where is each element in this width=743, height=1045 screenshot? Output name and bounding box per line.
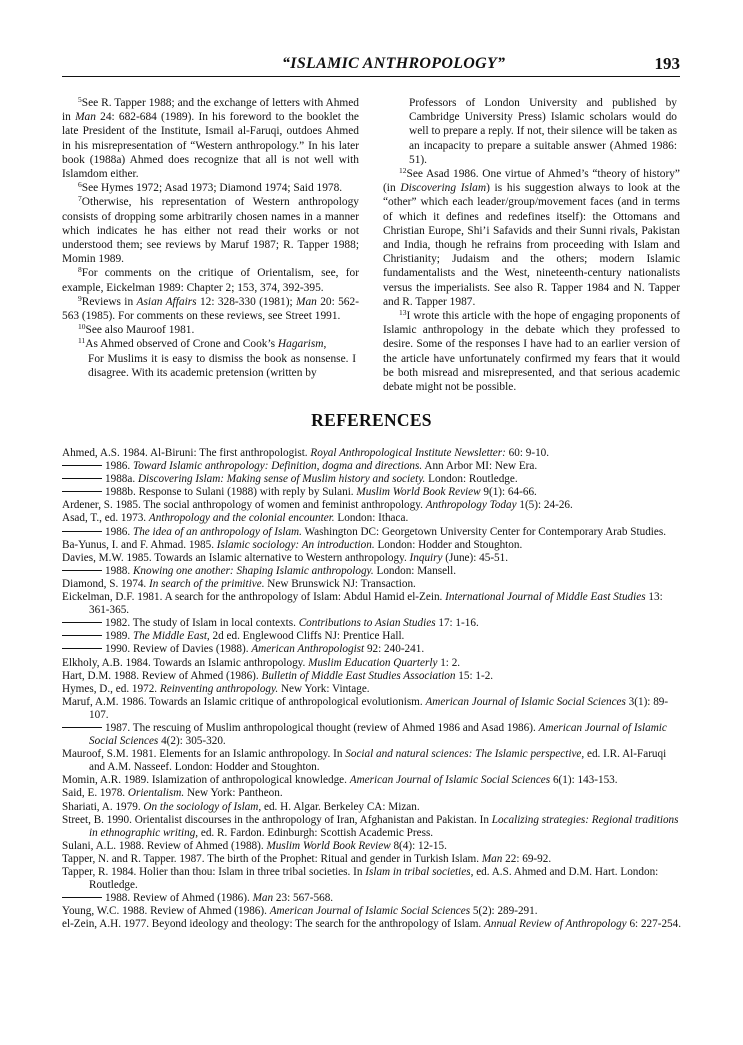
italic-title: The idea of an anthropology of Islam. <box>132 525 302 538</box>
reference-entry: Momin, A.R. 1989. Islamization of anthropological knowledge. American Journal of Islamic Social Sciences 6(1): 143-153. <box>62 774 618 787</box>
reference-entry: 1989. The Middle East, 2d ed. Englewood Cliffs NJ: Prentice Hall. <box>62 630 682 643</box>
reference-entry: 1987. The rescuing of Muslim anthropological thought (review of Ahmed 1986 and Asad 1986). American Journal of Islamic Social Sciences 4(2): 305-320. <box>62 722 682 748</box>
footnote: $^6$See Hymes 1972; Asad 1973; Diamond 1974; Said 1978. <box>78 180 343 195</box>
ditto-dash <box>62 491 102 492</box>
italic-title: Annual Review of Anthropology <box>484 918 627 931</box>
italic-title: Royal Anthropological Institute Newsletter: <box>310 447 506 459</box>
ditto-dash <box>62 635 102 636</box>
reference-entry: 1990. Review of Davies (1988). American Anthropologist 92: 240-241. <box>62 643 682 656</box>
italic-title: Social and natural sciences: The Islamic perspective, <box>345 748 585 761</box>
italic-title: Toward Islamic anthropology: Definition, dogma and directions. <box>132 460 423 473</box>
reference-entry: Diamond, S. 1974. In search of the primitive. New Brunswick NJ: Transaction. <box>62 577 416 590</box>
reference-entry: Tapper, N. and R. Tapper. 1987. The birth of the Prophet: Ritual and gender in Turkish Islam. Man 22: 69-92. <box>62 852 552 865</box>
reference-entry: Ba-Yunus, I. and F. Ahmad. 1985. Islamic sociology: An introduction. London: Hodder and Stoughton. <box>62 538 523 551</box>
italic-title: Anthropology Today <box>425 499 517 512</box>
notes-column-right <box>383 96 680 394</box>
reference-entry: 1988. Review of Ahmed (1986). Man 23: 567-568. <box>62 892 682 905</box>
footnote-number: 6 <box>78 180 82 190</box>
reference-entry: Davies, M.W. 1985. Towards an Islamic alternative to Western anthropology. Inquiry (June): 45-51. <box>62 551 509 564</box>
ditto-dash <box>62 727 102 728</box>
italic-title: Islamic sociology: An introduction. <box>216 538 375 551</box>
reference-entry: 1982. The study of Islam in local contexts. Contributions to Asian Studies 17: 1-16. <box>62 617 682 630</box>
italic-title: Inquiry <box>409 551 443 564</box>
italic-title: Reinventing anthropology. <box>159 682 279 695</box>
italic-title: Discovering Islam <box>400 182 487 195</box>
footnote-number: 5 <box>78 95 82 104</box>
references-heading: REFERENCES <box>311 410 432 430</box>
italic-title: Muslim World Book Review <box>356 486 481 499</box>
italic-title: American Journal of Islamic Social Sciences <box>89 721 667 748</box>
footnote-number: 7 <box>78 194 82 204</box>
italic-title: Man <box>75 111 96 124</box>
reference-entry: 1988b. Response to Sulani (1988) with reply by Sulani. Muslim World Book Review 9(1): 64-66. <box>62 486 682 499</box>
footnote-number: 13 <box>399 308 407 318</box>
footnote-number: 8 <box>78 265 82 275</box>
reference-entry: Hart, D.M. 1988. Review of Ahmed (1986). Bulletin of Middle East Studies Association 15: 1-2. <box>62 669 494 682</box>
footnote: $^{10}$See also Mauroof 1981. <box>78 322 195 337</box>
reference-entry: Maruf, A.M. 1986. Towards an Islamic critique of anthropological evolutionism. American Journal of Islamic Social Sciences 3(1): 89-107. <box>62 695 669 721</box>
references-list <box>62 447 682 931</box>
notes-right <box>383 167 680 394</box>
reference-entry: Ardener, S. 1985. The social anthropology of women and feminist anthropology. Anthropology Today 1(5): 24-26. <box>62 499 573 512</box>
ditto-dash <box>62 531 102 532</box>
footnote-number: 11 <box>78 336 86 346</box>
reference-entry: el-Zein, A.H. 1977. Beyond ideology and theology: The search for the anthropology of Islam. Annual Review of Anthropology 6: 227-254. <box>62 918 682 931</box>
italic-title: Asian Affairs <box>136 295 197 308</box>
footnote: $^9$Reviews in Asian Affairs 12: 328-330 (1981); Man 20: 562-563 (1985). For comments on these reviews, see Street 1991. <box>62 293 359 323</box>
italic-title: Muslim Education Quarterly <box>308 656 438 669</box>
italic-title: American Journal of Islamic Social Sciences <box>425 695 626 708</box>
italic-title: American Anthropologist <box>251 643 365 656</box>
footnote: $^5$See R. Tapper 1988; and the exchange of letters with Ahmed in Man 24: 682-684 (1989). In his foreword to the booklet the late President of the Institute, Ismail al-Faruqi, outdoes Ahmed in his misrepresentation of “Western anthropology.” In his later book (1988a) Ahmed does recognize that all is not well with Islamdom either. <box>62 95 359 181</box>
italic-title: The Middle East, <box>132 630 210 643</box>
reference-entry: 1988a. Discovering Islam: Making sense of Muslim history and society. London: Routledge. <box>62 473 682 486</box>
footnote-number: 9 <box>78 293 82 303</box>
italic-title: Anthropology and the colonial encounter. <box>148 512 335 525</box>
ditto-dash <box>62 622 102 623</box>
italic-title: Knowing one another: Shaping Islamic anthropology. <box>132 564 374 577</box>
block-quote-left: For Muslims it is easy to dismiss the book as nonsense. I disagree. With its academic pretension (written by <box>88 352 356 379</box>
reference-entry: 1988. Knowing one another: Shaping Islamic anthropology. London: Mansell. <box>62 565 682 578</box>
reference-entry: Mauroof, S.M. 1981. Elements for an Islamic anthropology. In Social and natural sciences: The Islamic perspective, ed. I.R. Al-Faruqi and A.M. Nasseef. London: Hodder and Stoughton. <box>62 748 667 774</box>
italic-title: Orientalism. <box>127 787 185 800</box>
reference-entry: Said, E. 1978. Orientalism. New York: Pantheon. <box>62 787 283 800</box>
ditto-dash <box>62 897 102 898</box>
running-title: “ISLAMIC ANTHROPOLOGY” <box>282 55 506 72</box>
italic-title: American Journal of Islamic Social Sciences <box>349 774 551 787</box>
notes-column-left <box>62 96 359 380</box>
ditto-dash <box>62 478 102 479</box>
reference-entry: Street, B. 1990. Orientalist discourses in the anthropology of Iran, Afghanistan and Pakistan. In Localizing strategies: Regional traditions in ethnographic writing, ed. R. Fardon. Edinburgh: Scottish Academic Press. <box>62 813 679 839</box>
footnote-number: 10 <box>78 322 86 332</box>
ditto-dash <box>62 570 102 571</box>
notes-left <box>62 96 359 352</box>
italic-title: Man <box>481 852 503 865</box>
italic-title: In search of the primitive. <box>149 577 265 590</box>
italic-title: International Journal of Middle East Studies <box>445 591 646 604</box>
ditto-dash <box>62 648 102 649</box>
reference-entry: Elkholy, A.B. 1984. Towards an Islamic anthropology. Muslim Education Quarterly 1: 2. <box>62 656 461 669</box>
footnote: $^8$For comments on the critique of Orientalism, see, for example, Eickelman 1989: Chapter 2; 153, 374, 392-395. <box>62 265 359 294</box>
footnote: $^{11}$As Ahmed observed of Crone and Cook’s Hagarism, <box>78 336 327 351</box>
reference-entry: Tapper, R. 1984. Holier than thou: Islam in three tribal societies. In Islam in tribal societies, ed. A.S. Ahmed and D.M. Hart. London: Routledge. <box>62 866 659 892</box>
italic-title: Muslim World Book Review <box>266 839 391 852</box>
footnote: $^7$Otherwise, his representation of Western anthropology consists of dropping some arbitrarily chosen names in a manner which indicates he has either not read their works or not understood them; see reviews by Maruf 1987; R. Tapper 1988; Momin 1989. <box>62 194 359 266</box>
footnote: $^{13}$I wrote this article with the hope of engaging proponents of Islamic anthropology in the debate which they professed to desire. Some of the responses I have had to an earlier version of the article have unfortunately confirmed my fears that it would be both misread and misrepresented, and that serious academic debate might not be possible. <box>383 308 680 394</box>
italic-title: Man <box>296 295 317 308</box>
italic-title: Islam in tribal societies, <box>365 866 474 878</box>
ditto-dash <box>62 465 102 466</box>
italic-title: On the sociology of Islam, <box>143 800 262 813</box>
italic-title: Contributions to Asian Studies <box>298 617 436 630</box>
footnote: $^{12}$See Asad 1986. One virtue of Ahmed’s “theory of history” (in Discovering Islam) is his suggestion always to look at the “other” which each leader/group/movement faces (and in terms of which it defines and redefines itself): the Ottomans and Christian Europe, Shi’i Safavids and their Sunni rivals, Pakistan and India, though he refrains from proceeding with Islam and Christianity; Judaism and the others; modern Islamic fundamentalists and the West, nineteenth-century nationalists versus the imperialists. See also R. Tapper 1984 and N. Tapper and R. Tapper 1987. <box>383 166 680 308</box>
italic-title: Man <box>252 892 274 905</box>
reference-entry: 1986. The idea of an anthropology of Islam. Washington DC: Georgetown University Center for Contemporary Arab Studies. <box>62 526 682 539</box>
reference-entry: Ahmed, A.S. 1984. Al-Biruni: The first anthropologist. Royal Anthropological Institute Newsletter: 60: 9-10. <box>62 447 550 459</box>
block-quote-right: Professors of London University and published by Cambridge University Press) Islamic scholars would do well to prepare a reply. If not, their silence will be taken as an incapacity to prepare a suitable answer (Ahmed 1986: 51). <box>409 97 677 166</box>
footnote-number: 12 <box>399 166 407 176</box>
italic-title: American Journal of Islamic Social Sciences <box>269 905 471 918</box>
italic-title: Discovering Islam: Making sense of Muslim history and society. <box>137 473 426 486</box>
italic-title: Localizing strategies: Regional traditions in ethnographic writing, <box>89 813 679 839</box>
italic-title: Hagarism <box>277 338 324 351</box>
reference-entry: Young, W.C. 1988. Review of Ahmed (1986). American Journal of Islamic Social Sciences 5(2): 289-291. <box>62 905 538 918</box>
running-header <box>62 54 680 77</box>
reference-entry: Shariati, A. 1979. On the sociology of Islam, ed. H. Algar. Berkeley CA: Mizan. <box>62 800 420 813</box>
reference-entry: Eickelman, D.F. 1981. A search for the anthropology of Islam: Abdul Hamid el-Zein. International Journal of Middle East Studies 13: 361-365. <box>62 591 663 617</box>
reference-entry: Asad, T., ed. 1973. Anthropology and the colonial encounter. London: Ithaca. <box>62 512 409 525</box>
reference-entry: Hymes, D., ed. 1972. Reinventing anthropology. New York: Vintage. <box>62 682 370 695</box>
reference-entry: 1986. Toward Islamic anthropology: Definition, dogma and directions. Ann Arbor MI: New Era. <box>62 460 682 473</box>
page-number: 193 <box>654 54 680 73</box>
italic-title: Bulletin of Middle East Studies Association <box>261 669 456 682</box>
reference-entry: Sulani, A.L. 1988. Review of Ahmed (1988). Muslim World Book Review 8(4): 12-15. <box>62 839 447 852</box>
